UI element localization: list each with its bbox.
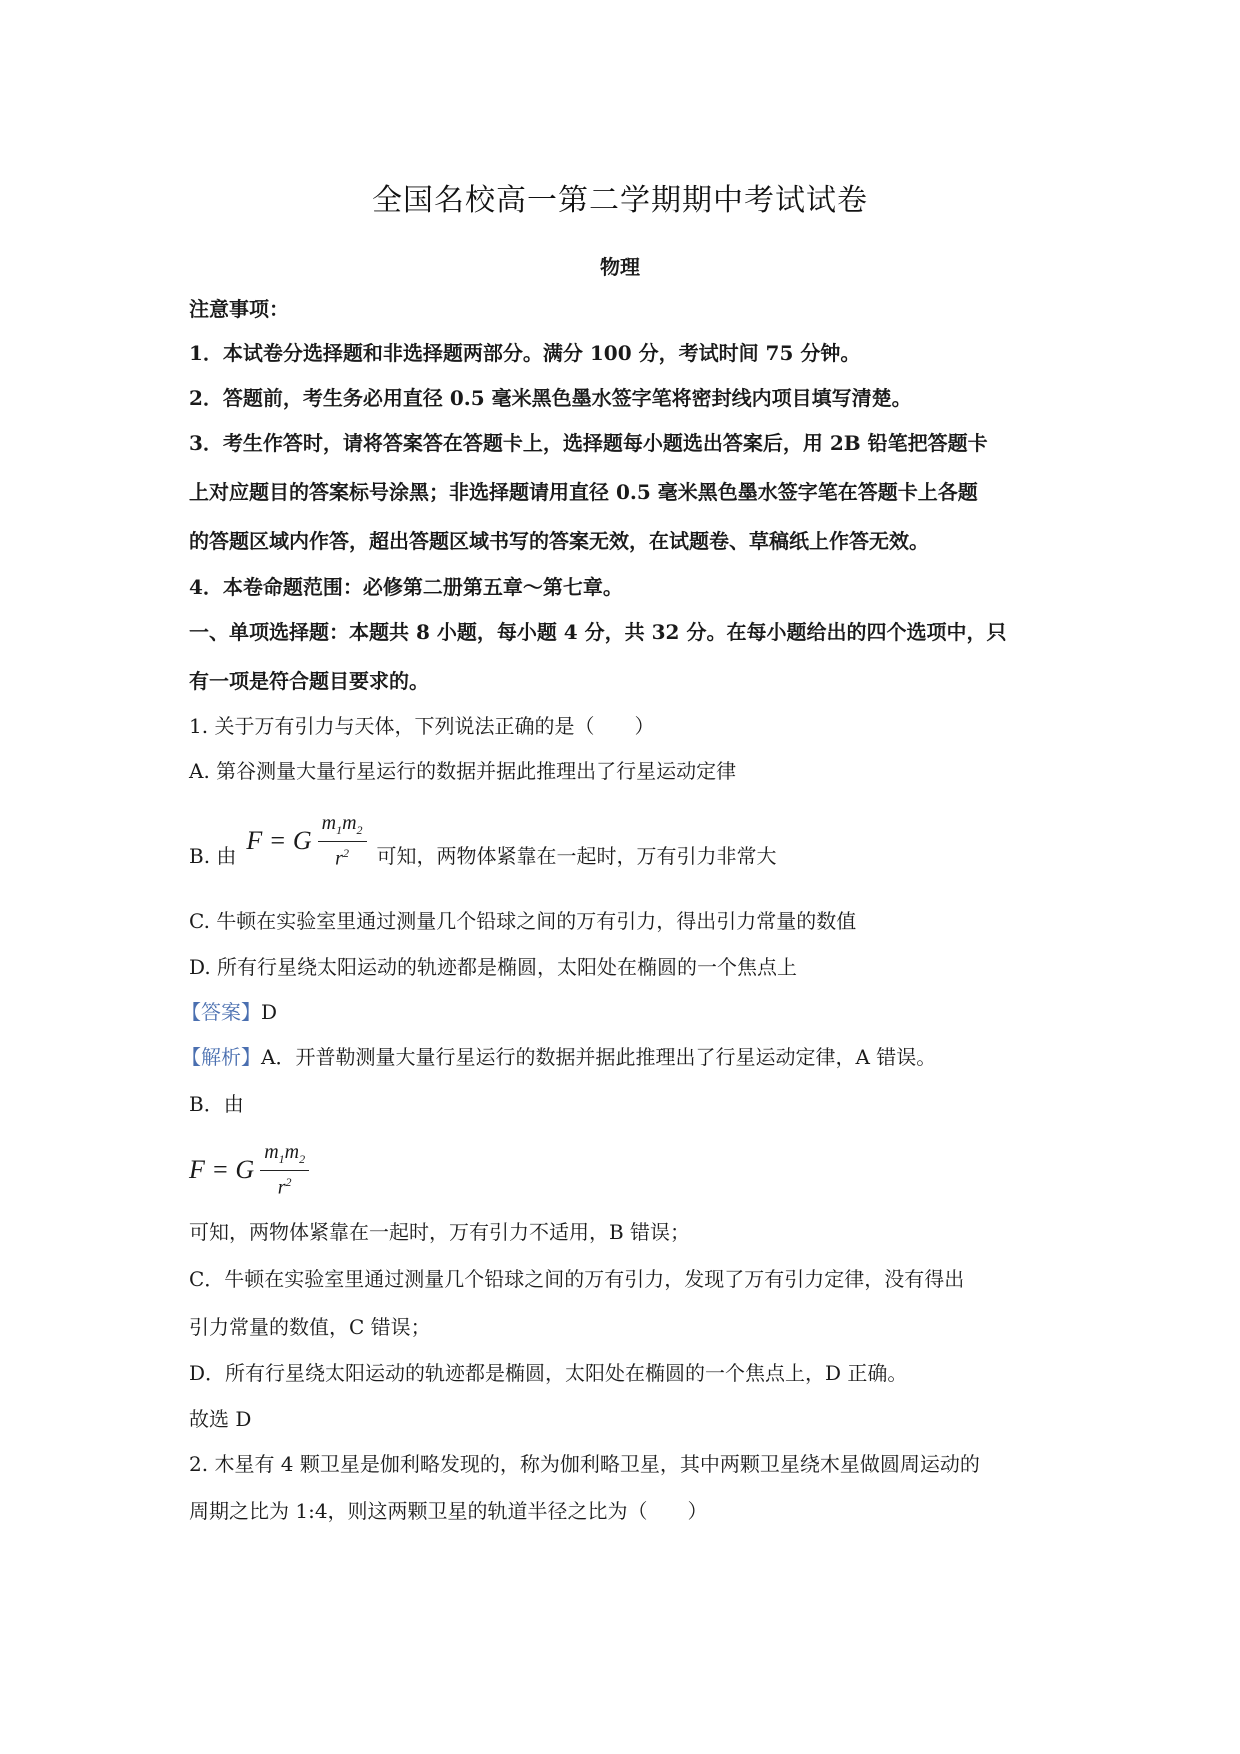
exam-title: 全国名校高一第二学期期中考试试卷	[372, 183, 868, 218]
section-1-heading-line-1: 一、单项选择题：本题共 8 小题，每小题 4 分，共 32 分。在每小题给出的四个选项中，只	[189, 620, 1007, 644]
notice-item-1: 1．本试卷分选择题和非选择题两部分。满分 100 分，考试时间 75 分钟。	[189, 341, 861, 365]
notice-heading: 注意事项：	[189, 297, 289, 321]
question-1-analysis-d: D．所有行星绕太阳运动的轨迹都是椭圆，太阳处在椭圆的一个焦点上，D 正确。	[189, 1361, 908, 1385]
formula-numerator: $m_1m_2$	[318, 812, 367, 842]
notice-item-3-line-2: 上对应题目的答案标号涂黑；非选择题请用直径 0.5 毫米黑色墨水签字笔在答题卡上各题	[189, 480, 978, 504]
question-1-analysis-a: 【解析】A．开普勒测量大量行星运行的数据并据此推理出了行星运动定律，A 错误。	[181, 1045, 937, 1069]
analysis-formula-line	[189, 1135, 309, 1205]
gravitation-formula	[246, 812, 366, 870]
notice-item-3-line-1: 3．考生作答时，请将答案答在答题卡上，选择题每小题选出答案后，用 2B 铅笔把答题卡	[189, 431, 988, 455]
question-1-stem: 1. 关于万有引力与天体，下列说法正确的是（ ）	[189, 714, 655, 738]
formula-denominator: $r^2$	[335, 846, 349, 870]
question-2-stem-line-1: 2. 木星有 4 颗卫星是伽利略发现的，称为伽利略卫星，其中两颗卫星绕木星做圆周运动的	[189, 1452, 980, 1476]
notice-item-3-line-3: 的答题区域内作答，超出答题区域书写的答案无效，在试题卷、草稿纸上作答无效。	[189, 529, 929, 553]
question-1-analysis-b-suffix: 可知，两物体紧靠在一起时，万有引力不适用，B 错误；	[189, 1220, 691, 1244]
formula-fraction	[318, 812, 367, 870]
question-1-conclusion: 故选 D	[189, 1407, 252, 1431]
question-1-analysis-c-line-1: C．牛顿在实验室里通过测量几个铅球之间的万有引力，发现了万有引力定律，没有得出	[189, 1267, 965, 1291]
exam-subject: 物理	[600, 255, 640, 279]
question-1-analysis-c-line-2: 引力常量的数值，C 错误；	[189, 1315, 431, 1339]
option-b-prefix: B. 由	[189, 844, 237, 868]
answer-value: D	[261, 1000, 278, 1024]
notice-item-2: 2．答题前，考生务必用直径 0.5 毫米黑色墨水签字笔将密封线内项目填写清楚。	[189, 386, 912, 410]
question-1-option-a: A. 第谷测量大量行星运行的数据并据此推理出了行星运动定律	[189, 759, 737, 783]
question-1-option-d: D. 所有行星绕太阳运动的轨迹都是椭圆，太阳处在椭圆的一个焦点上	[189, 955, 798, 979]
gravitation-formula-analysis: F = G $\frac{m_1m_2}{r^2}$	[189, 1141, 309, 1199]
analysis-tag: 【解析】	[181, 1045, 261, 1069]
section-1-heading-line-2: 有一项是符合题目要求的。	[189, 669, 429, 693]
option-b-suffix: 可知，两物体紧靠在一起时，万有引力非常大	[376, 844, 777, 868]
notice-item-4: 4．本卷命题范围：必修第二册第五章～第七章。	[189, 575, 623, 599]
question-1-answer	[181, 998, 277, 1026]
formula-lhs: F = G	[246, 826, 312, 855]
question-2-stem-line-2: 周期之比为 1:4，则这两颗卫星的轨道半径之比为（ ）	[189, 1499, 708, 1523]
question-1-analysis-b-prefix: B．由	[189, 1092, 244, 1116]
answer-tag: 【答案】	[181, 1000, 261, 1024]
question-1-option-b	[189, 806, 777, 876]
question-1-option-c: C. 牛顿在实验室里通过测量几个铅球之间的万有引力，得出引力常量的数值	[189, 909, 857, 933]
